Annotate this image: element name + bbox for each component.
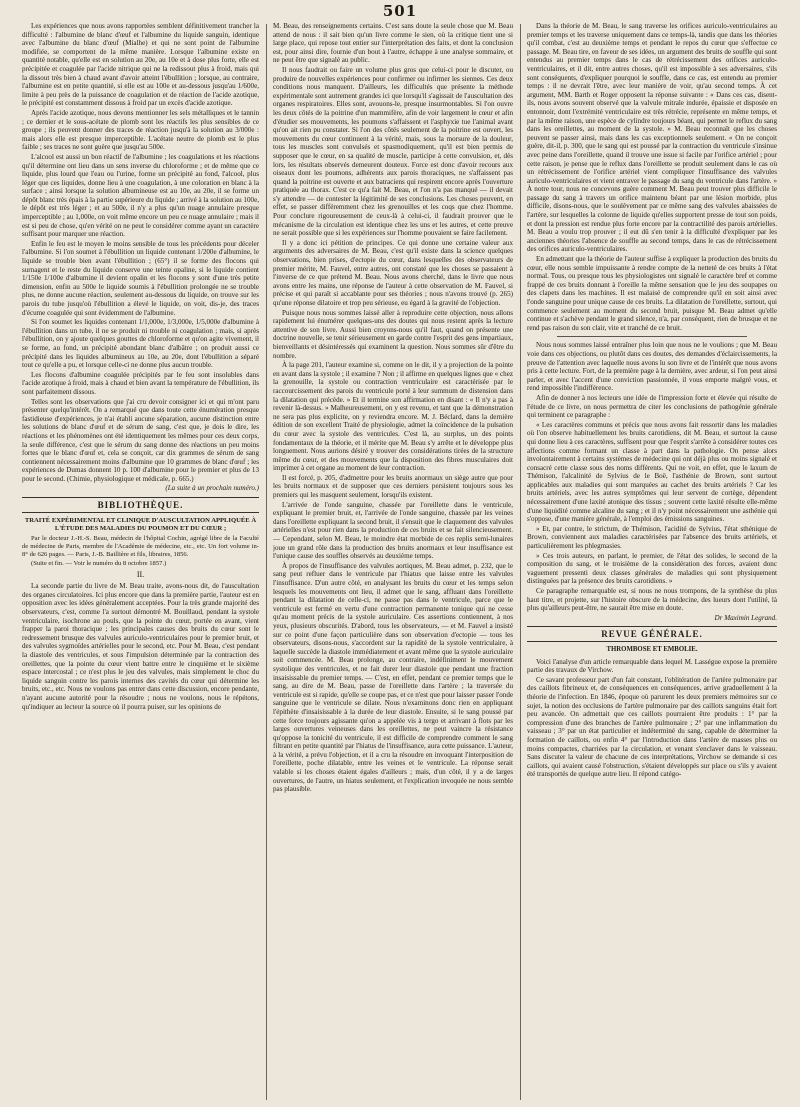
quotation: » Et, par contre, le strictum, de Thémison, l'acidité de Sylvius, l'état sthénique de Brown, conviennent aux maladies caractérisées par l'absence des bruits artériels, et particulièrement les phlegmasies. [527, 524, 777, 551]
paragraph: En admettant que la théorie de l'auteur suffise à expliquer la production des bruits du cœur, elle nous semble impuissante à rendre compte de la netteté de ces bruits à l'état normal. Tous, ou presque tous les physiologistes ont signalé le caractère bref et comme frappé de ces bruits donnant à l'oreille la même sensation que le jeu des soupapes ou des clapets dans les machines. Il est malaisé de comprendre qu'il en soit ainsi avec l'onde sanguine pour unique cause de ces bruits. La dilatation de l'oreillette, surtout, qui commence seulement au moment du second bruit, puisque M. Beau admet qu'elle continue et s'achève pendant le grand silence, n'a, par conséquent, rien de brusque et ne rend pas raison du son clair, vite et tranché de ce bruit. [527, 255, 777, 332]
column-1 [22, 22, 259, 1102]
paragraph: À propos de l'insuffisance des valvules aortiques, M. Beau admet, p. 232, que le sang peut refluer dans le ventricule par l'hiatus que laisse entre les valvules l'insuffisance. D'un autre côté, en analysant les bruits du cœur et les temps selon lesquels les mouvements ont lieu, il admet que le sang, affluant dans l'oreillette pendant la dilatation de celle-ci, ne passe pas dans le ventricule, parce que le ventricule est fermé en vertu d'une contraction permanente tonique qui ne cesse qu'au moment précis de la systole auriculaire. Ces assertions contiennent, à nos yeux, plusieurs obscurités. D'abord, tous les observateurs, — et M. Fauvel a insisté sur ce point d'une façon particulière dans son observation d'ectopie — tous les observateurs, disons-nous, s'accordent sur la rapidité de la systole ventriculaire, à laquelle succède la diastole immédiatement et avant même que la systole auriculaire soit commencée. M. Beau prolonge, au contraire, indéfiniment le mouvement systolique des ventricules, et ne fait durer leur diastole que pendant une fraction insaisissable du premier temps. — C'est, en effet, pendant ce premier temps que le sang, au dire de M. Beau, passe de l'oreillette dans l'artère ; la traversée du ventricule est si rapide, qu'elle se coupe pas, et ce n'est que pour laisser passer l'onde sanguine que le ventricule se dilate. Nous n'examinons donc rien en appliquant l'épithète d'insaisissable à la durée de leur diastole. Ensuite, si le sang poussé par cette force toujours agissante qu'on a appelée vis à tergo et arrivant à flots par les larges ouvertures veineuses dans les oreillettes, ne peut vaincre la résistance qu'oppose la tonicité du ventricule, il est difficile de comprendre comment le sang filtrant en petite quantité par l'hiatus de l'insuffisance, aura cette puissance. L'auteur, à la vérité, a prévu l'objection, et il a cru la résoudre en invoquant l'interposition de l'oreillette, poche dilatable, entre les veines et le ventricule. La réponse serait valable si les choses étaient égales d'ailleurs ; mais, d'un côté, il y a de larges ouvertures, de l'autre, un hiatus seulement, et l'explication invoquée ne nous semble pas plausible. [273, 561, 513, 794]
paragraph: Après l'acide azotique, nous devons mentionner les sels métalliques et le tannin ; ce dernier et le sous-acétate de plomb sont les réactifs les plus sensibles de ce groupe ; ils peuvent donner des traces de réaction jusqu'à la solution au 3/000e : mais alors elle est presque imperceptible. L'acétate neutre de plomb est le plus faible ; ses traces ne sont guère que jusqu'au 500e. [22, 108, 259, 152]
quotation: « Les caractères communs et précis que nous avons fait ressortir dans les maladies où l'on observe habituellement les bruits carotidiens, dit M. Beau, et surtout la cause qui donne lieu à ces caractères, suffisent pour que l'esprit s'arrête à considérer toutes ces affections comme formant un classe à part dans la pathologie. On pense alors involontairement à certains systèmes de médecine qui ont déjà plus ou moins signalé et consacré cette classe sous des noms différents. Qui ne voit, en effet, que le laxum de Thémison, l'alcalinité de Sylvius de le Boë, l'asthénie de Brown, sont surtout applicables aux maladies qui sont marquées au cachet des bruits artériels ? Car les bruits artériels, avec les autres symptômes qui leur servent de cortège, dépendent nécessairement d'une laxité atonique des tissus ; souvent cette laxité résulte elle-même d'une liquidité comme alcaline du sang ; et il n'y point nécessairement une asthénie qui s'oppose, d'une manière générale, à l'emploi des émissions sanguines. [527, 420, 777, 524]
author-signature: Dr Maximin Legrand. [714, 613, 777, 622]
paragraph: Dans la théorie de M. Beau, le sang traverse les orifices auriculo-ventriculaires au premier temps et les traverse uniquement dans ce temps-là, tandis que dans les théories qu'il combat, c'est au deuxième temps et pendant le repos du cœur que s'effectue ce passage. M. Beau tire, en faveur de ses idées, un argument des bruits de souffle qui sont entendus au premier temps dans le cas de rétrécissement des orifices auriculo-ventriculaires, et il dit, entre autres choses, qu'il est impossible à ses adversaires, s'ils sont conséquents, d'expliquer pourquoi le souffle, dans ce cas, est entendu au premier temps : il ne devrait l'être, avec leur manière de voir, qu'au second temps. À cet argument, MM. Barth et Roger opposent la réponse suivante : « Dans ces cas, disent-ils, nous avons souvent observé que la valvule mitrale indurée, épaissie et disposée en entonnoir, dont l'extrémité ventriculaire est très rétrécie, représente en même temps, et par la même raison, une espèce de cylindre toujours béant, qui permet le reflux du sang dans les oreillettes, au moment de la systole. » M. Beau reconnaît que les choses peuvent se passer ainsi, mais dans les cas exceptionnels seulement. « On ne conçoit guère, dit-il, p. 300, que le sang qui est poussé par la contraction du ventricule s'insinue avec peine dans l'oreillette, quand il trouve une issue si facile par l'orifice artériel ; pour cette raison, je pense que le reflux dans l'oreillette se produit seulement dans le cas où un rétrécissement de l'orifice artériel vient compliquer l'insuffisance des valvules auriculo-ventriculaires et vient entraver le passage du sang du ventricule dans l'artère. » À notre tour, nous ne concevons guère comment M. Beau peut trouver plus difficile le passage du sang à travers un orifice maintenu béant par une lésion morbide, plus difficile, disons-nous, que le soulèvement par ce même sang des valvules abaissées de l'artère, sur lesquelles la colonne de liquide qu'elles supportent presse de tout son poids, et dont la pression est rendue plus forte encore par la contractilité des parois artérielles. M. Beau a voulu trop prouver ; il eut dû s'en tenir à la difficulté d'expliquer par les anciennes théories l'absence de souffle au second temps, dans le cas de rétrécissement des orifices auriculo-ventriculaires. [527, 22, 777, 254]
paragraph: Il y a donc ici pétition de principes. Ce qui donne une certaine valeur aux arguments des adversaires de M. Beau, c'est qu'il existe dans la science quelques observations, bien prises, d'ectopie du cœur, dans lesquelles des observateurs de premier mérite, M. Fauvel, entre autres, ont constaté que les choses se passaient à l'inverse de ce que prétend M. Beau. Nous avons cherché, dans le livre que nous avons entre les mains, une réponse de l'auteur à cette observation de M. Fauvel, si précise et qui paraît si accablante pour ses théories ; nous n'avons trouvé (p. 265) qu'une réponse dilatoire et trop peu sérieuse, eu égard à la gravité de l'objection. [273, 238, 513, 307]
paragraph: La seconde partie du livre de M. Beau traite, avons-nous dit, de l'auscultation des organes circulatoires. Ici plus encore que dans la première partie, l'auteur est en opposition avec les idées généralement acceptées. Pour la très grande majorité des observateurs, c'est, comme l'a surtout démontré M. Bouillaud, pendant la systole ventriculaire, isochrone au pouls, que la pointe du cœur, portée en avant, vient frapper la paroi thoracique ; les principales causes des bruits du cœur sont le redressement brusque des valvules auriculo-ventriculaires pour le premier bruit, et des valvules sygmoïdes artérielles pour le second, etc. Pour M. Beau, c'est pendant la diastole des ventricules, et sous l'impulsion déterminée par la contraction des oreillettes, que la pointe du cœur vient battre entre le cinquième et le sixième espace intercostal ; ce n'est plus le jeu des valvules, mais simplement le choc du liquide sanguin contre les parois internes des cavités du cœur qui détermine les bruits, etc., etc. Nous ne voulons pas entrer dans cette discussion, encore pendante, n'ayant aucune autorité pour la résoudre ; nous ne voulons, nous le répétons, qu'indiquer au lecteur la source où il pourra puiser, sur les opinions de [22, 582, 259, 711]
paragraph: Nous nous sommes laissé entraîner plus loin que nous ne le voulions ; que M. Beau voie dans ces objections, ou plutôt dans ces doutes, des demandes d'éclaircissements, la preuve de l'attention avec laquelle nous avons lu son livre et de l'intérêt que nous avons pris à cette lecture. Fort, de la première page à la dernière, avec ardeur, si l'on peut ainsi parler, et avec l'accent d'une conviction passionnée, il vous emporte malgré vous, et rend impossible l'indifférence. [527, 341, 777, 393]
paragraph: Voici l'analyse d'un article remarquable dans lequel M. Lasségue expose la première partie des travaux de Virchow. [527, 657, 777, 675]
article-subtitle: THROMBOSE ET EMBOLIE. [606, 645, 698, 653]
paragraph: Puisque nous nous sommes laissé aller à reproduire cette objection, nous allons rapidement lui énumérer quelques-uns des doutes qui nous restent après la lecture attentive de son livre. Aussi bien croyons-nous qu'il faut, quand on présente une doctrine nouvelle, se tenir sérieusement en garde contre l'esprit des gens impartiaux, bienveillants et désintéressés qui examinent la question. Nous sommes sûr d'être du nombre. [273, 308, 513, 360]
column-rule-left [266, 24, 267, 1100]
paragraph: M. Beau, des renseignements certains. C'est sans doute la seule chose que M. Beau attend de nous : il sait bien qu'un livre comme le sien, où la critique tient une si large place, qui repose tout entier sur l'interprétation des faits, et dont la conclusion est, pour ainsi dire, fournie d'un bout à l'autre, échappe à une analyse sommaire, et ne peut être que signalé au public. [273, 22, 513, 65]
separator [557, 336, 747, 337]
paragraph: Enfin le feu est le moyen le moins sensible de tous les précédents pour déceler l'albumine. Si l'on soumet à l'ébullition un liquide contenant 1/200e d'albumine, le liquide se trouble bien avant l'ébullition ; (65°) il se forme des flocons qui surnagent et le reste du liquide conserve une teinte opaline, si le liquide contient 1/150e 1/100e d'albumine il devient opalin et les flocons y sont d'une très petite dimension, enfin au 500e le liquide soumis à l'ébullition prolongée ne se trouble plus, ne donne aucune réaction, seulement au-dessous du liquide, on trouve sur les parois du tube jusqu'où l'ébullition a élevé le liquide, on voit, dis-je, des traces d'écume coagulée qui sont évidemment de l'albumine. [22, 239, 259, 317]
part-numeral: II. [136, 569, 145, 579]
paragraph: Les flocons d'albumine coagulée précipités par le feu sont insolubles dans l'acide azotique à froid, mais à chaud et bien avant la température de l'ébullition, ils sont parfaitement dissous. [22, 370, 259, 396]
paragraph: À la page 201, l'auteur examine si, comme on le dit, il y a projection de la pointe en avant dans la systole ; il examine ? Non ; il affirme en quelques lignes que « chez la grenouille, la systole ou contraction ventriculaire est caractérisée par le raccourcissement des parois du ventricule porté à leur summum de distension dans la dilatation qui précède. » Et il termine son affirmation en disant : « Il n'y a pas à revenir là-dessus. » Malheureusement, on y est revenu, et tant que la démonstration ne sera pas plus explicite, on y reviendra encore. M. J. Béclard, dans la dernière édition de son excellent Traité de physiologie, admet la coïncidence de la pulsation du cœur avec la systole des ventricules. C'est là, au surplus, un des points fondamentaux de la théorie, et il mérite que M. Beau s'y arrête et le développe plus longuement. Nous aurions désiré y trouver des considérations tirées de la structure même du cœur, et des mouvements que la disposition des fibres musculaires doit imprimer à cet organe au moment de leur contraction. [273, 361, 513, 473]
paragraph: L'arrivée de l'onde sanguine, chassée par l'oreillette dans le ventricule, expliquant le premier bruit, et, l'arrivée de l'onde sanguine, chassée par les veines dans l'oreillette expliquant la second bruit, il s'ensuit que le claquement des valvules artérielles n'est pour rien dans la production de ces bruits et se fait silencieusement. — Cependant, selon M. Beau, le moindre état morbide de ces replis semi-lunaires joue un grand rôle dans la production des bruits anormaux et leur insuffisance est l'unique cause des souffles observés au deuxième temps. [273, 500, 513, 561]
book-reference: Par le docteur J.-H.-S. Beau, médecin de l'hôpital Cochin, agrégé libre de la Faculté de médecine de Paris, membre de l'Académie de médecine, etc., etc. Un fort volume in-8° de 626 pages. — Paris, J.-B. Baillière et fils, libraires, 1856. [22, 534, 259, 558]
page-number: 501 [382, 2, 418, 20]
article-title: TRAITÉ EXPÉRIMENTAL ET CLINIQUE D'AUSCULTATION APPLIQUÉE À L'ÉTUDE DES MALADIES DU POUMON ET DU CŒUR ; [24, 516, 257, 532]
section-header-revue-generale: REVUE GÉNÉRALE. [527, 626, 777, 642]
paragraph: Il nous faudrait ou faire un volume plus gros que celui-ci pour le discuter, ou produire de nouvelles expériences pour confirmer ou infirmer les siennes. Ces deux conditions nous manquent. D'ailleurs, les difficultés que présente la méthode expérimentale sont autrement grandes ici que lorsqu'il s'agissait de l'auscultation des organes respiratoires. Elles sont, avouons-le, presque insurmontables. Si l'on ouvre les deux côtés de la poitrine d'un mammifère, afin de voir largement le cœur et afin d'étudier ses mouvements, les poumons s'affaissent et l'asphyxie tue l'animal avant qu'on ait rien pu constater. Si l'on des côtés seulement de la poitrine est ouvert, les mouvements du cœur continuent à la vérité, mais, sous la morsure de la douleur, tous les muscles sont convulsés et spasmodiquement, qu'il est bien permis de supposer que le cœur, en sa qualité de muscle, participe à cette convulsion, et, dès lors, les résultats observés demeurent douteux. Force est donc d'avoir recours aux oiseaux dont les poumons, adhérents aux parois thoraciques, ne s'affaissent pas quand la poitrine est ouverte et aux batraciens qui respirent encore après l'ouverture pratiquée au thorax. C'est ce qu'a fait M. Beau, et l'on n'a pas manqué — il devait s'y attendre — de contester la légitimité de ses conclusions. Les choses peuvent, en effet, se passer différemment chez les grenouilles et les coqs que chez l'homme. Pour conclure rigoureusement de ceux-là à celui-ci, il faudrait prouver que le mécanisme de la circulation est identique chez les uns et les autres, et cette preuve ne serait possible que si les expériences sur l'homme pouvaient se faire facilement. [273, 65, 513, 238]
paragraph: Telles sont les observations que j'ai cru devoir consigner ici et qui m'ont paru présenter quelqu'intérêt. On a remarqué que dans toute cette énumération presque fastidieuse d'expériences, je n'ai établi aucune séparation, aucune distinction entre les solutions de blanc d'œuf et de sérum de sang, c'est que, je dois le dire, les réactions et les phénomènes ont été identiquement les mêmes pour ces deux corps, la seule différence, c'est que le sérum du sang donne des réactions un peu moins fortes que le blanc d'œuf et, cela se conçoit, car dix grammes de sérum de sang contiennent nécessairement moins d'albumine que 10 grammes de blanc d'œuf ; les expériences de Dumas donnent 10 p. 100 d'albumine pour le premier et plus de 13 pour le second. (Chimie, physiologique et médicale, p. 665.) [22, 397, 259, 483]
column-3 [527, 22, 777, 1102]
paragraph: Afin de donner à nos lecteurs une idée de l'impression forte et élevée qui résulte de l'étude de ce livre, on nous permettra de citer les conclusions de pathogénie générale qui terminent ce paragraphe : [527, 393, 777, 420]
paragraph: Il est forcé, p. 205, d'admettre pour les bruits anormaux un siège autre que pour les bruits normaux et de supposer que ces derniers persistent toujours sous les premiers qui les masquent seulement, lorsqu'ils existent. [273, 473, 513, 500]
suite-note: (Suite et fin. — Voir le numéro du 8 octobre 1857.) [31, 559, 167, 567]
paragraph: Si l'on soumet les liquides contenant 1/1,000e, 1/3,000e, 1/5,000e d'albumine à l'ébullition dans un tube, il ne se produit ni trouble ni coagulation ; mais, si après l'ébullition, on y ajoute quelques gouttes de chloroforme et qu'on agite vivement, il se forme, au fond, un précipité abondant blanc d'albâtre ; on produit aussi ce précipité dans les liquides albumineux au 10e, au 20e, dont l'ébullition a séparé tout ce qu'elle a pu, et lorsque celle-ci ne donne plus aucun trouble. [22, 318, 259, 370]
paragraph: Les expériences que nous avons rapportées semblent définitivement trancher la difficulté : l'albumine de blanc d'œuf et l'albumine du liquide sanguin, identique avec l'albumine du blanc d'œuf (Mialhe) et qui ne sont point de l'albumine modifiée, se comportent de la même manière. Lorsque l'albumine existe en quantité notable, qu'elle est en solution au 20e, au 10e et à dose plus forte, elle est précipitée et coagulée par l'acide nitrique qui ne la redissout plus à froid, mais qui la dissout très bien à chaud avant d'avoir atteint l'ébullition ; lorsque, au contraire, l'albumine est en petite quantité, si elle est au 100e et au-dessous jusqu'au 1/600e, limite à peu près de la puissance de coagulation et de réaction de l'acide azotique, le précipité est constamment dissous à froid par un excès d'acide azotique. [22, 22, 259, 108]
quotation: » Ces trois auteurs, en parlant, le premier, de l'état des solides, le second de la composition du sang, et le troisième de la considération des forces, avaient donc vaguement pressenti deux classes générales de maladies qui sont physiquement distinguées par la présence des bruits carotidiens. » [527, 551, 777, 586]
section-header-bibliotheque: BIBLIOTHÈQUE. [22, 497, 259, 513]
column-2 [273, 22, 513, 1102]
paragraph: Ce paragraphe remarquable est, si nous ne nous trompons, de la synthèse du plus haut titre, et projette, sur l'histoire obscure de la médecine, des lueurs dont l'utilité, là plus qu'ailleurs peut-être, ne saurait être mise en doute. [527, 587, 777, 613]
continuation-note: (La suite à un prochain numéro.) [165, 484, 259, 493]
column-rule-right [520, 24, 521, 1100]
paragraph: L'alcool est aussi un bon réactif de l'albumine ; les coagulations et les réactions qu'il détermine ont lieu dans un sens inverse du chloroforme ; et de même que ce liquide, plus lourd que l'eau ou l'urine, forme un précipité au fond, l'alcool, plus léger que ces liquides, donne lieu à une coagulation, à une coloration en blanc à la surface ; ainsi lorsque la solution albumineuse est au 10e, au 20e, il se forme un dépôt blanc très épais à la partie supérieure du liquide ; arrivé à la solution au 100e, le dépôt est très léger ; et au 500e, il n'y a plus qu'un nuage annulaire presque imperceptible ; au 1,000e, on voit même encore un peu ce nuage annulaire ; mais il est si peu de chose, qu'en vérité on ne peut le considérer comme ayant un caractère suffisant pour marquer une réaction. [22, 152, 259, 239]
paragraph: Ce savant professeur part d'un fait constant, l'oblitération de l'artère pulmonaire par des caillots fibrineux et, de conséquences en conséquences, arrive graduellement à la théorie de l'infection. En 1846, époque où parurent les deux premiers mémoires sur ce sujet, la notion des occlusions de l'artère pulmonaire par des caillots sanguins était fort peu avancée. On admettait que ces caillots pourraient être produits : 1° par la compression d'une des branches de l'artère pulmonaire ; 2° par une inflammation du vaisseau ; 3° par un état particulier et indéterminé du sang, capable de déterminer la formation de caillots, ou enfin 4° par l'introduction dans l'artère de masses plus ou moins compactes, charriées par la circulation, et venant s'enclaver dans le vaisseau. Sans discuter la valeur de chacune de ces interprétations, Virchow se demande si ces caillots, qui avaient causé l'obstruction, s'étaient développés sur place ou s'ils y avaient été transportés de quelque autre lieu. Il répond catégo- [527, 675, 777, 779]
